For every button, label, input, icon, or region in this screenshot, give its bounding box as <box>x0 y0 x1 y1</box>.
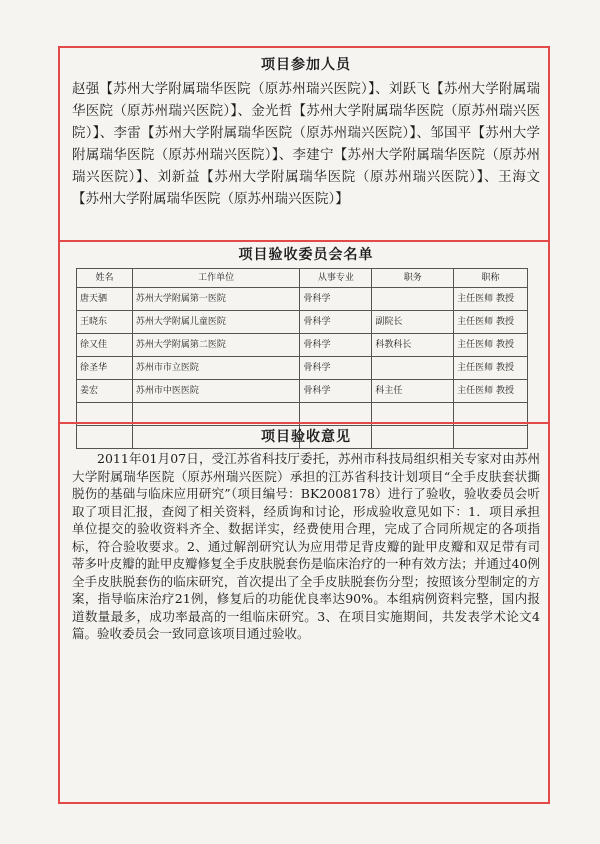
cell-position: 科教科长 <box>372 334 454 357</box>
committee-header-row <box>77 269 528 288</box>
members-title: 项目参加人员 <box>261 57 351 73</box>
document-frame <box>58 46 550 804</box>
cell-name: 唐天驷 <box>77 288 133 311</box>
members-section <box>72 54 540 210</box>
cell-unit: 苏州大学附属儿童医院 <box>132 311 300 334</box>
opinion-title: 项目验收意见 <box>261 429 351 445</box>
table-row <box>77 311 528 334</box>
opinion-text: 2011年01月07日，受江苏省科技厅委托，苏州市科技局组织相关专家对由苏州大学附属瑞华医院（原苏州瑞兴医院）承担的江苏省科技计划项目“全手皮肤套状撕脱伤的基础与临床应用研究”（项目编号：BK2008178）进行了验收，验收委员会听取了项目汇报，查阅了相关资料，经质询和讨论，形成验收意见如下：1．项目承担单位提交的验收资料齐全、数据详实，经费使用合理，完成了合同所规定的各项指标，符合验收要求。2、通过解剖研究认为应用带足背皮瓣的趾甲皮瓣和双足带有司蒂多叶皮瓣的趾甲皮瓣修复全手皮肤脱套伤是临床治疗的一种有效方法；并通过40例全手皮肤脱套伤的临床研究，首次提出了全手皮肤脱套伤分型；按照该分型制定的方案，指导临床治疗21例，修复后的功能优良率达90%。本组病例资料完整，国内报道数量最多，成功率最高的一组临床研究。3、在项目实施期间，共发表学术论文4篇。验收委员会一致同意该项目通过验收。 <box>72 451 540 641</box>
members-text: 赵强【苏州大学附属瑞华医院（原苏州瑞兴医院）】、刘跃飞【苏州大学附属瑞华医院（原苏州瑞兴医院）】、金光哲【苏州大学附属瑞华医院（原苏州瑞兴医院）】、李雷【苏州大学附属瑞华医院（原苏州瑞兴医院）】、邹国平【苏州大学附属瑞华医院（原苏州瑞兴医院）】、李建宁【苏州大学附属瑞华医院（原苏州瑞兴医院）】、刘新益【苏州大学附属瑞华医院（原苏州瑞兴医院）】、王海文【苏州大学附属瑞华医院（原苏州瑞兴医院）】 <box>72 81 540 207</box>
cell-title: 主任医师 教授 <box>454 357 528 380</box>
table-row <box>77 380 528 403</box>
table-row <box>77 288 528 311</box>
cell-specialty: 骨科学 <box>300 357 372 380</box>
cell-unit: 苏州市市立医院 <box>132 357 300 380</box>
committee-title: 项目验收委员会名单 <box>238 247 374 263</box>
cell-unit: 苏州大学附属第二医院 <box>132 334 300 357</box>
cell-name: 徐又佳 <box>77 334 133 357</box>
cell-specialty: 骨科学 <box>300 311 372 334</box>
header-cell: 从事专业 <box>300 269 372 288</box>
cell-name: 徐圣华 <box>77 357 133 380</box>
header-cell: 职称 <box>454 269 528 288</box>
table-row <box>77 357 528 380</box>
header-cell: 姓名 <box>77 269 133 288</box>
cell-name: 王晓东 <box>77 311 133 334</box>
cell-specialty: 骨科学 <box>300 288 372 311</box>
cell-title: 主任医师 教授 <box>454 288 528 311</box>
cell-title: 主任医师 教授 <box>454 334 528 357</box>
header-cell: 工作单位 <box>132 269 300 288</box>
cell-position <box>372 288 454 311</box>
cell-unit: 苏州市中医医院 <box>132 380 300 403</box>
cell-unit: 苏州大学附属第一医院 <box>132 288 300 311</box>
header-cell: 职务 <box>372 269 454 288</box>
cell-specialty: 骨科学 <box>300 334 372 357</box>
section-divider-top <box>60 240 548 242</box>
cell-position: 科主任 <box>372 380 454 403</box>
opinion-section <box>72 426 540 643</box>
committee-section <box>72 244 540 449</box>
cell-name: 姜宏 <box>77 380 133 403</box>
table-row <box>77 334 528 357</box>
cell-position: 副院长 <box>372 311 454 334</box>
cell-specialty: 骨科学 <box>300 380 372 403</box>
cell-position <box>372 357 454 380</box>
cell-title: 主任医师 教授 <box>454 380 528 403</box>
section-divider-bottom <box>60 422 548 424</box>
cell-title: 主任医师 教授 <box>454 311 528 334</box>
